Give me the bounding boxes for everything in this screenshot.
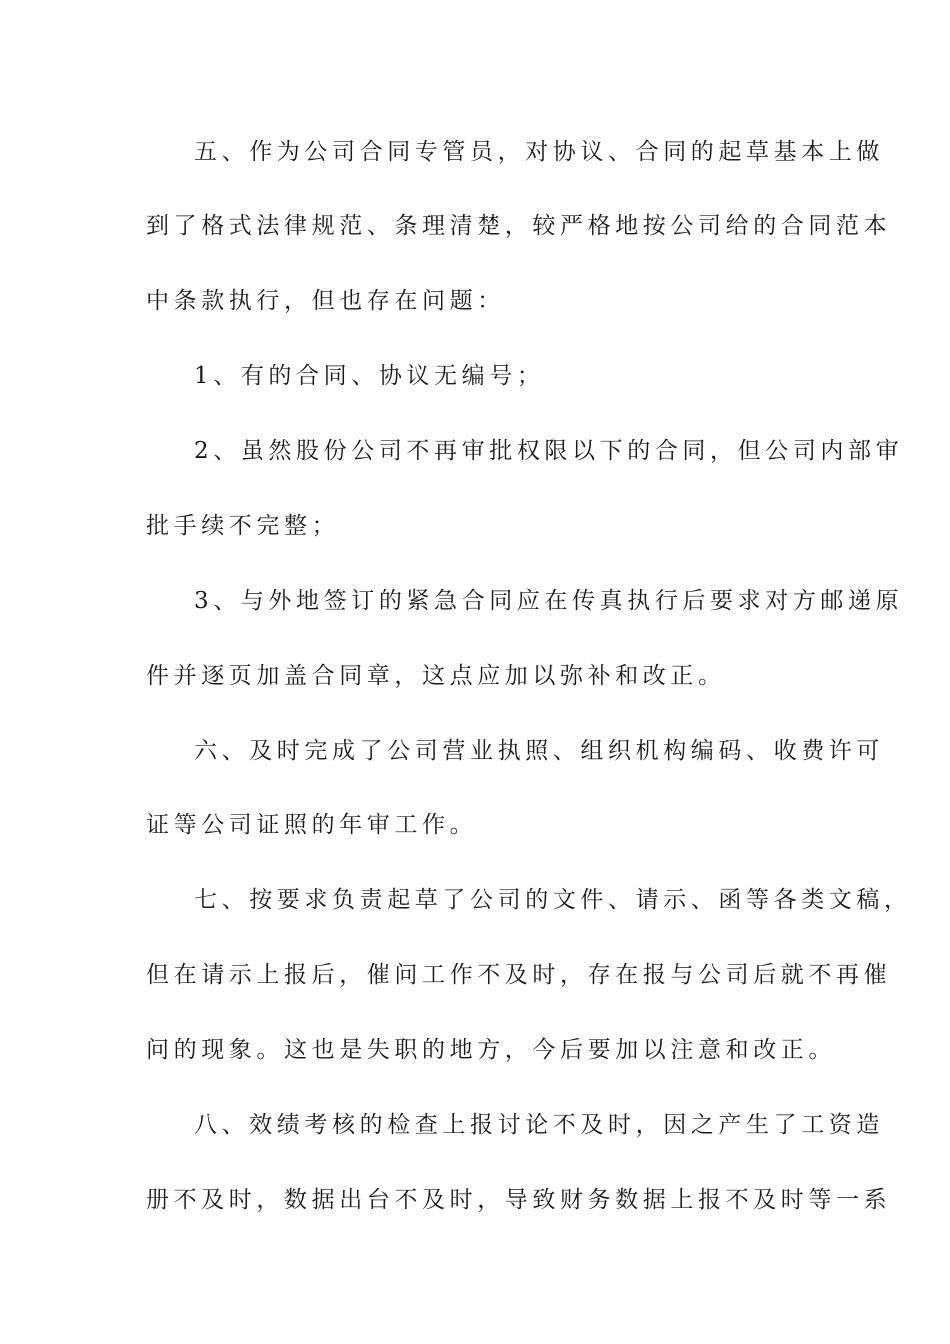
- item-2-line-2: 批手续不完整；: [146, 513, 340, 539]
- paragraph-8-line-2: 册不及时，数据出台不及时，导致财务数据上报不及时等一系: [146, 1187, 892, 1213]
- paragraph-5-line-3: 中条款执行，但也存在问题：: [146, 288, 505, 314]
- paragraph-5-line-2: 到了格式法律规范、条理清楚，较严格地按公司给的合同范本: [146, 213, 892, 239]
- item-3-line-1: 3、与外地签订的紧急合同应在传真执行后要求对方邮递原: [194, 588, 904, 614]
- paragraph-8-line-1: 八、效绩考核的检查上报讨论不及时，因之产生了工资造: [194, 1112, 884, 1138]
- paragraph-7-line-1: 七、按要求负责起草了公司的文件、请示、函等各类文稿，: [194, 887, 912, 913]
- paragraph-6-line-2: 证等公司证照的年审工作。: [146, 812, 478, 838]
- item-2-line-1: 2、虽然股份公司不再审批权限以下的合同，但公司内部审: [194, 438, 904, 464]
- item-3-line-2: 件并逐页加盖合同章，这点应加以弥补和改正。: [146, 663, 726, 689]
- paragraph-6-line-1: 六、及时完成了公司营业执照、组织机构编码、收费许可: [194, 738, 884, 764]
- paragraph-7-line-2: 但在请示上报后，催问工作不及时，存在报与公司后就不再催: [146, 962, 892, 988]
- item-1-line-1: 1、有的合同、协议无编号；: [194, 363, 545, 389]
- paragraph-5-line-1: 五、作为公司合同专管员，对协议、合同的起草基本上做: [194, 139, 884, 165]
- paragraph-7-line-3: 问的现象。这也是失职的地方，今后要加以注意和改正。: [146, 1037, 836, 1063]
